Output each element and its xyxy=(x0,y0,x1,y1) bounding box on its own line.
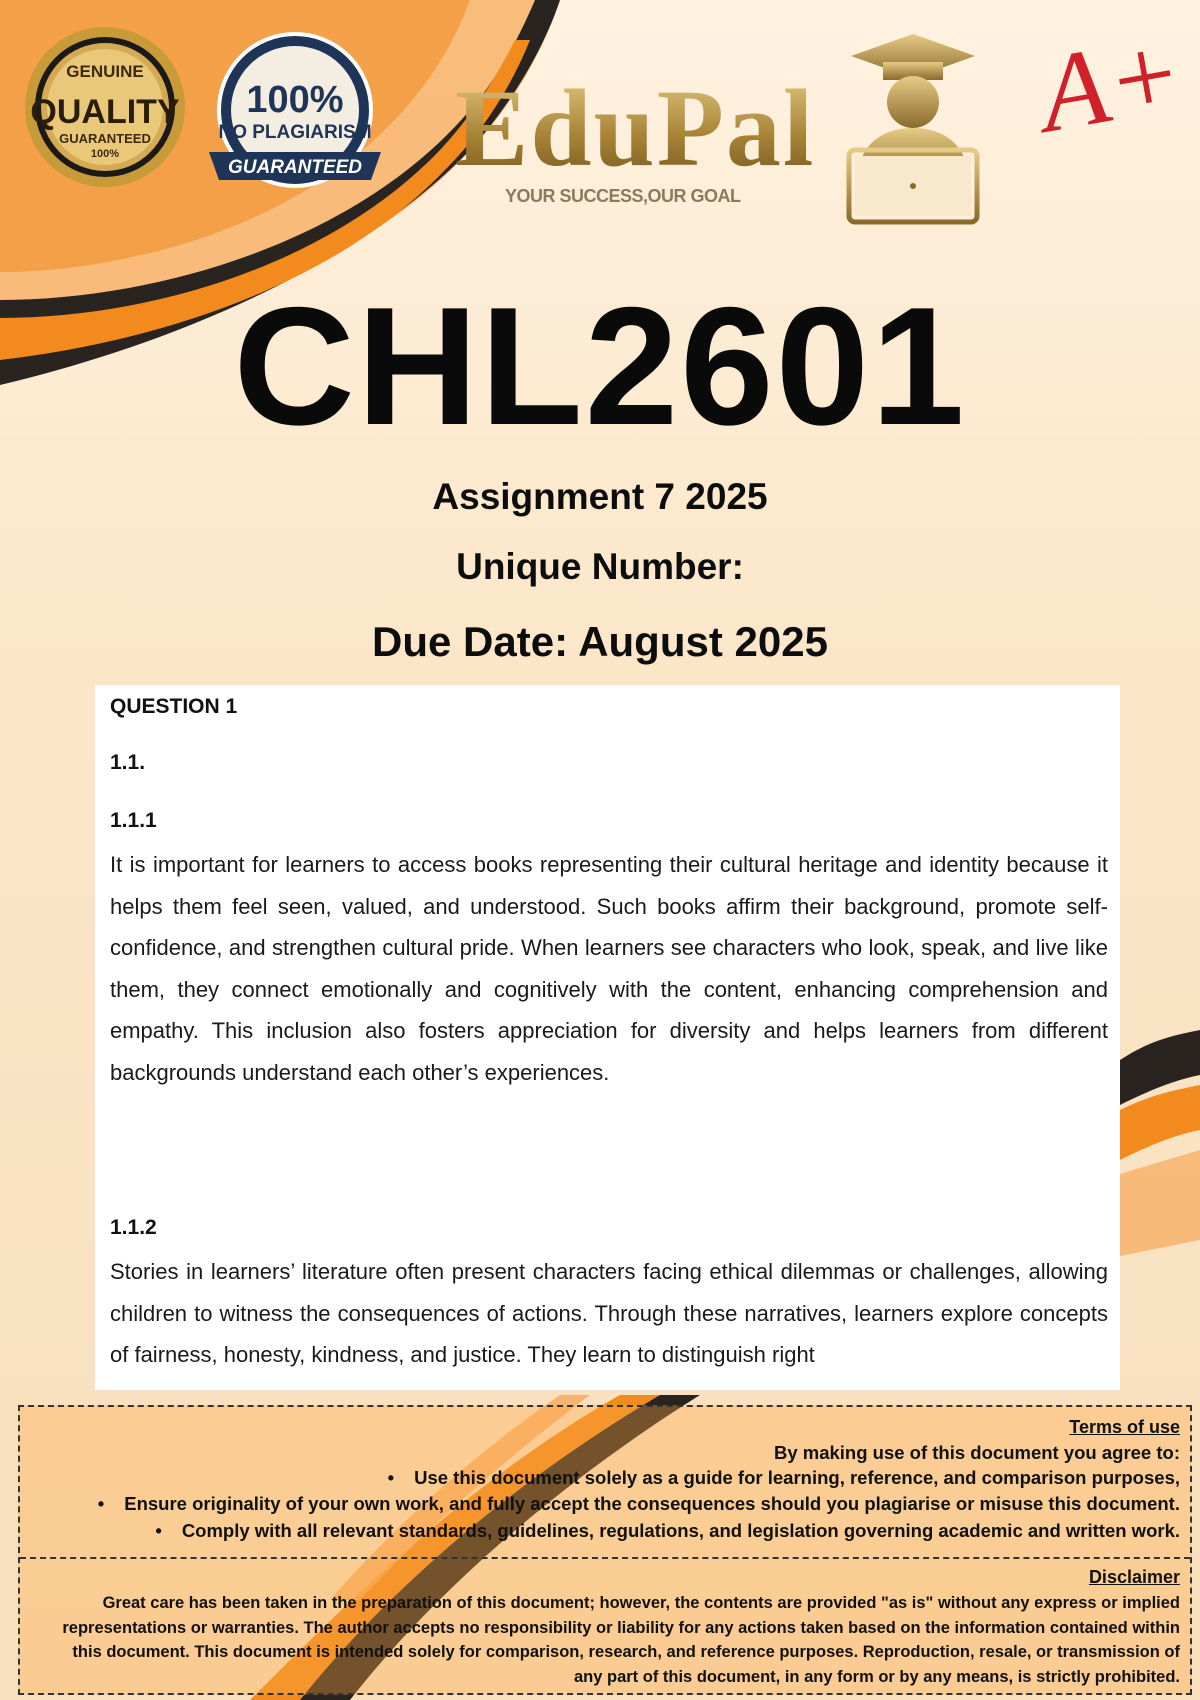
due-date-label: Due Date: August 2025 xyxy=(372,618,828,665)
terms-bullet-text: Comply with all relevant standards, guidelines, regulations, and legislation governing academic and written work. xyxy=(181,1520,1180,1541)
quality-seal-badge xyxy=(10,25,200,190)
disclaimer-text: Great care has been taken in the preparation of this document; however, the contents are provided "as is" without any express or implied representations or warranties. The author accepts no responsibility or liability for any actions taken based on the information contained within this document. This document is intended solely for comparison, research, and reference purposes. Reproduction, resale, or transmission of any part of this document, in any form or by any means, is strictly prohibited. xyxy=(62,1594,1180,1686)
seal-100-text: 100% xyxy=(246,79,344,121)
terms-intro: By making use of this document you agree to: xyxy=(773,1442,1180,1463)
brand-tagline: YOUR SUCCESS,OUR GOAL xyxy=(505,186,741,206)
seal-guaranteed-ribbon-text: GUARANTEED xyxy=(227,157,363,178)
subsection-1-1-1-text: It is important for learners to access books representing their cultural heritage and identity because it helps them feel seen, valued, and understood. Such books affirm their background, promote self-confidence, and strengthen cultural pride. When learners see characters who look, speak, and live like them, they connect emotionally and cognitively with the content, enhancing comprehension and empathy. This inclusion also fosters appreciation for diversity and helps learners from different backgrounds understand each other’s experiences. xyxy=(110,852,1108,1085)
terms-bullet-item: • Ensure originality of your own work, and fully accept the consequences should you plagiarise or misuse this document. xyxy=(97,1493,1180,1514)
terms-bullet-item: • Use this document solely as a guide for learning, reference, and comparison purposes, xyxy=(387,1467,1180,1488)
subsection-1-1-1-heading: 1.1.1 xyxy=(110,809,157,832)
seal-genuine-text: GENUINE xyxy=(66,62,144,81)
section-heading: 1.1. xyxy=(110,751,146,774)
graduate-laptop-icon xyxy=(835,30,990,230)
course-code-title: CHL2601 xyxy=(233,272,967,460)
subsection-1-1-2-text: Stories in learners’ literature often present characters facing ethical dilemmas or challenges, allowing children to witness the consequences of actions. Through these narratives, learners explore concepts of fairness, honesty, kindness, and justice. They learn to distinguish right xyxy=(110,1259,1108,1367)
answer-content-box xyxy=(95,685,1120,1390)
seal-guaranteed-text: GUARANTEED xyxy=(59,131,151,146)
no-plagiarism-badge xyxy=(195,30,395,195)
grade-a-plus-mark: A+ xyxy=(1030,10,1191,156)
terms-bullet-text: Use this document solely as a guide for learning, reference, and comparison purposes, xyxy=(414,1467,1180,1488)
assignment-title: Assignment 7 2025 xyxy=(432,476,768,517)
terms-of-use-box xyxy=(18,1405,1192,1695)
seal-percent-text: 100% xyxy=(90,148,120,160)
seal-no-plagiarism-text: NO PLAGIARISM xyxy=(218,122,372,143)
terms-title: Terms of use xyxy=(1069,1417,1180,1437)
disclaimer-title: Disclaimer xyxy=(1088,1567,1180,1587)
subsection-1-1-2-heading: 1.1.2 xyxy=(110,1216,157,1239)
unique-number-label: Unique Number: xyxy=(456,546,744,587)
brand-logo-text: EduPal xyxy=(455,65,815,192)
terms-divider xyxy=(20,1557,1190,1559)
terms-bullet-text: Ensure originality of your own work, and fully accept the consequences should you plagiarise or misuse this document. xyxy=(124,1493,1180,1514)
terms-bullet-item: • Comply with all relevant standards, guidelines, regulations, and legislation governing academic and written work. xyxy=(155,1520,1180,1541)
seal-quality-text: QUALITY xyxy=(30,93,180,131)
question-heading: QUESTION 1 xyxy=(110,695,238,718)
